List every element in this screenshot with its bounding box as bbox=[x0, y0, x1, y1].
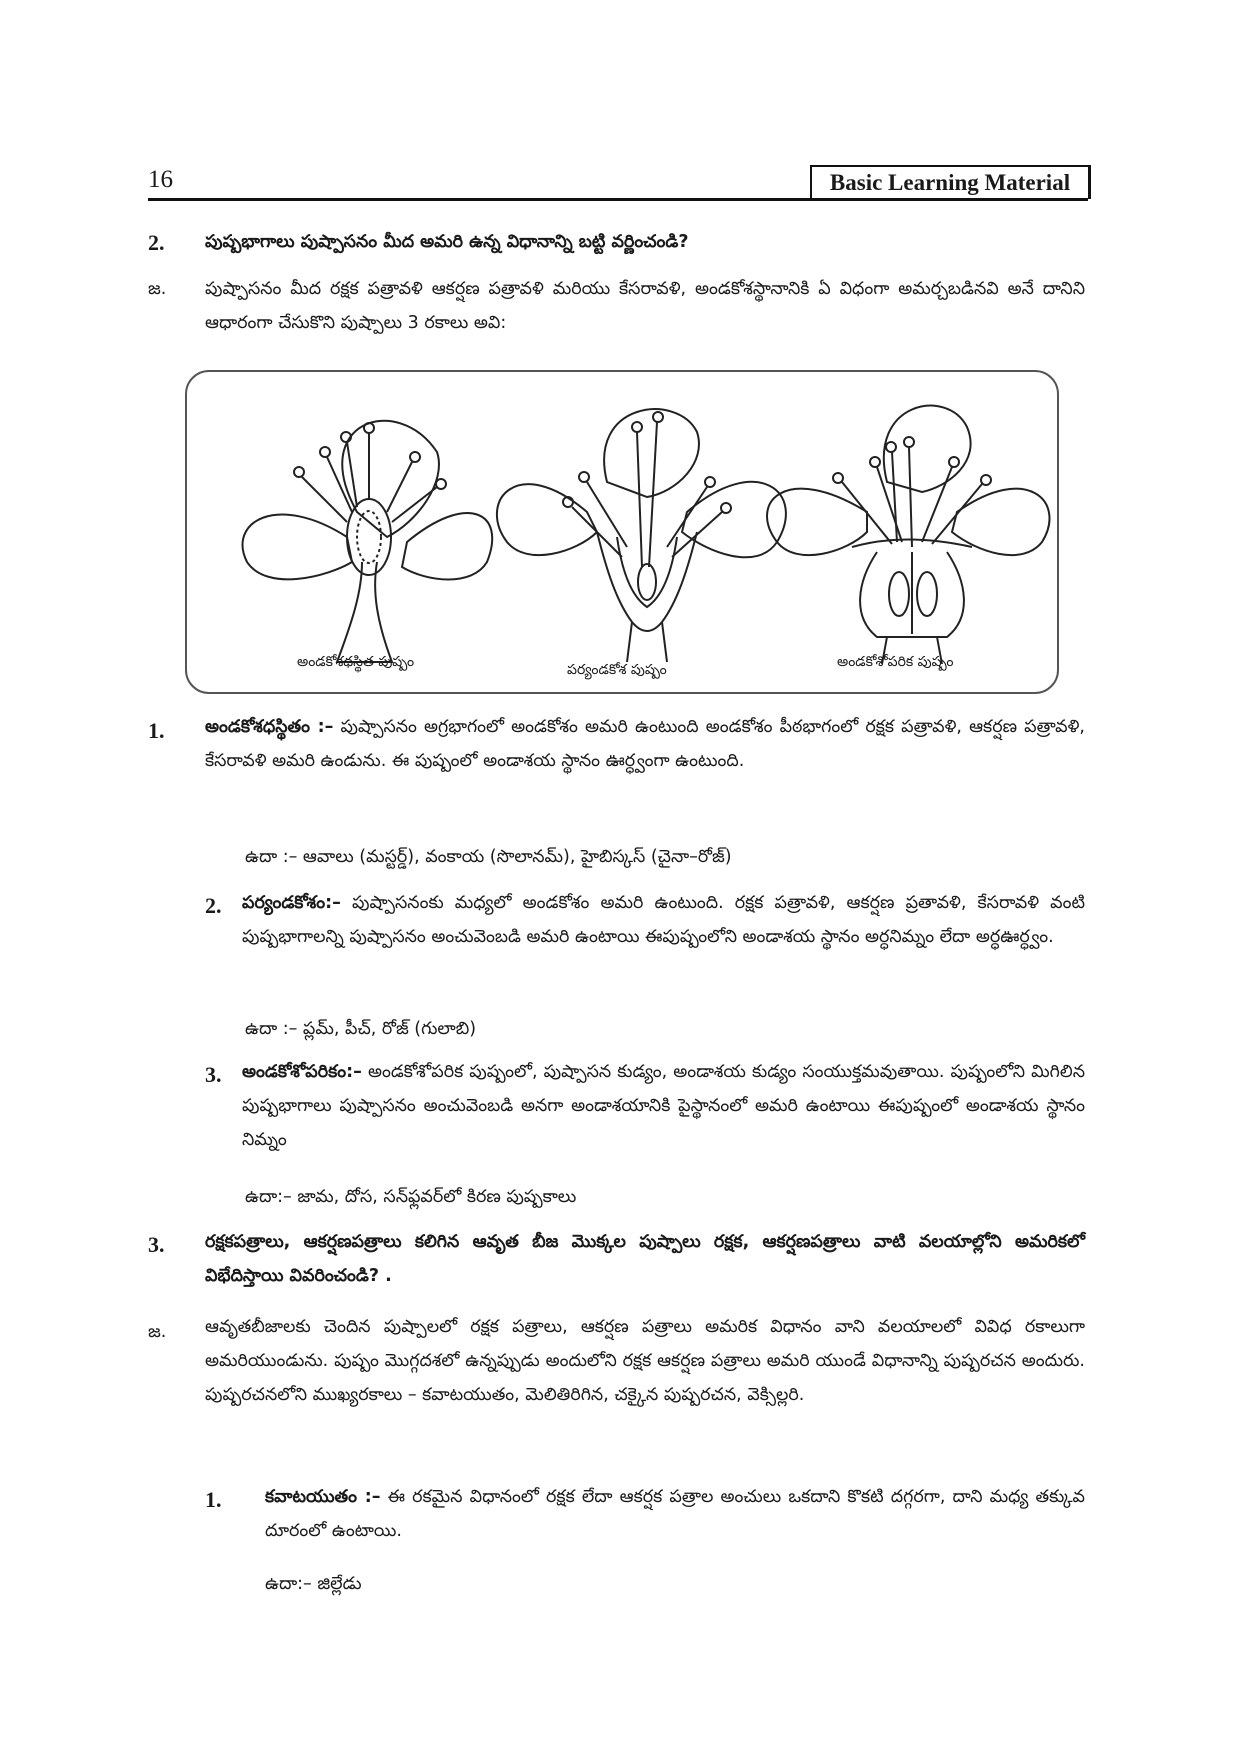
item-term: కవాటయుతం :– bbox=[265, 1487, 381, 1507]
example-text: ఉదా:– జిల్లేడు bbox=[265, 1574, 362, 1594]
item-term: అండకోశోపరికం:– bbox=[242, 1062, 362, 1082]
item-text: పుష్పాసనం అగ్రభాగంలో అండకోశం అమరి ఉంటుంది అండకోశం పీఠభాగంలో రక్షక పత్రావళి, ఆకర్షణ పత్రావళి, కేసరావళి అమరి ఉండును. ఈ పుష్పంలో అండాశయ స్థానం ఊర్ధ్వంగా ఉంటుంది. bbox=[205, 717, 1085, 771]
list-item bbox=[205, 710, 1085, 778]
hypogynous-flower-drawing bbox=[243, 421, 493, 662]
example-text: ఉదా :– ఆవాలు (మస్టర్డ్), వంకాయ (సొలానమ్), హైబిస్కస్ (చైనా–రోజ్) bbox=[245, 847, 732, 867]
figure-caption-3: అండకోశోపరిక పుష్పం bbox=[837, 654, 954, 670]
header-rule bbox=[148, 198, 1088, 201]
item-number: 2. bbox=[205, 893, 222, 918]
item-term: పర్యండకోశం:– bbox=[242, 893, 341, 913]
item-number: 1. bbox=[148, 718, 165, 743]
answer-text: ఆవృతబీజాలకు చెందిన పుష్పాలలో రక్షక పత్రాలు, ఆకర్షణ పత్రాలు అమరిక విధానం వాని వలయాలలో వివిధ రకాలుగా అమరియుండును. పుష్పం మొగ్గదశలో ఉన్నప్పుడు అందులోని రక్షక ఆకర్షణ పత్రాలు అమరి యుండే విధానాన్ని పుష్పరచన అందురు. పుష్పరచనలోని ముఖ్యరకాలు – కవాటయుతం, మెలితిరిగిన, చక్కైన పుష్పరచన, వెక్సిల్లరి. bbox=[205, 1317, 1085, 1405]
example-text: ఉదా :– ప్లమ్, పీచ్, రోజ్ (గులాబి) bbox=[245, 1019, 477, 1039]
answer-label: జ. bbox=[148, 279, 167, 299]
example-text: ఉదా:– జామ, దోస, సన్‌ఫ్లవర్‌లో కిరణ పుష్పకాలు bbox=[245, 1187, 577, 1207]
item-text: ఈ రకమైన విధానంలో రక్షక లేదా ఆకర్షక పత్రాల అంచులు ఒకదాని కొకటి దగ్గరగా, దాని మధ్య తక్కువ దూరంలో ఉంటాయి. bbox=[265, 1487, 1085, 1541]
item-term: అండకోశధస్థితం :– bbox=[205, 717, 334, 737]
perigynous-flower-drawing bbox=[497, 409, 786, 662]
list-item bbox=[265, 1480, 1085, 1548]
answer-text: పుష్పాసనం మీద రక్షక పత్రావళి ఆకర్షణ పత్రావళి మరియు కేసరావళి, అండకోశస్థానానికి ఏ విధంగా అమర్చబడినవి అనే దానిని ఆధారంగా చేసుకొని పుష్పాలు 3 రకాలు అవి: bbox=[205, 279, 1085, 333]
list-item bbox=[242, 1055, 1085, 1157]
page-number: 16 bbox=[148, 166, 173, 193]
answer-label: జ. bbox=[148, 1322, 167, 1342]
header-title: Basic Learning Material bbox=[810, 165, 1091, 199]
epigynous-flower-drawing bbox=[767, 406, 1049, 664]
question-number: 3. bbox=[148, 1232, 165, 1257]
flower-figure bbox=[185, 370, 1059, 694]
list-item bbox=[242, 886, 1085, 954]
figure-caption-1: అండకోశధస్థిత పుష్పం bbox=[297, 654, 415, 670]
flower-diagrams bbox=[187, 372, 1057, 692]
question-text: పుష్పభాగాలు పుష్పాసనం మీద అమరి ఉన్న విధానాన్ని బట్టి వర్ణించండి? bbox=[205, 232, 689, 252]
item-text: అండకోశోపరిక పుష్పంలో, పుష్పాసన కుడ్యం, అండాశయ కుడ్యం సంయుక్తమవుతాయి. పుష్పంలోని మిగిలిన పుష్పభాగాలు పుష్పాసనం అంచువెంబడి అనగా అండాశయానికి పైస్థానంలో అమరి ఉంటాయి ఈపుష్పంలో అండాశయ స్థానం నిమ్నం bbox=[242, 1062, 1085, 1150]
item-text: పుష్పాసనంకు మధ్యలో అండకోశం అమరి ఉంటుంది. రక్షక పత్రావళి, ఆకర్షణ ప్రతావళి, కేసరావళి వంటి పుష్పభాగాలన్ని పుష్పాసనం అంచువెంబడి అమరి ఉంటాయి ఈపుష్పంలోని అండాశయ స్థానం అర్ధనిమ్నం లేదా అర్ధఊర్ధ్వం. bbox=[242, 893, 1085, 947]
figure-caption-2: పర్యండకోశ పుష్పం bbox=[567, 662, 667, 678]
question-number: 2. bbox=[148, 230, 165, 255]
item-number: 3. bbox=[205, 1062, 222, 1087]
item-number: 1. bbox=[205, 1487, 222, 1512]
question-text: రక్షకపత్రాలు, ఆకర్షణపత్రాలు కలిగిన ఆవృత బీజ మొక్కల పుష్పాలు రక్షక, ఆకర్షణపత్రాలు వాటి వలయాల్లోని అమరికలో విభేదిస్తాయి వివరించండి? . bbox=[205, 1232, 1085, 1286]
